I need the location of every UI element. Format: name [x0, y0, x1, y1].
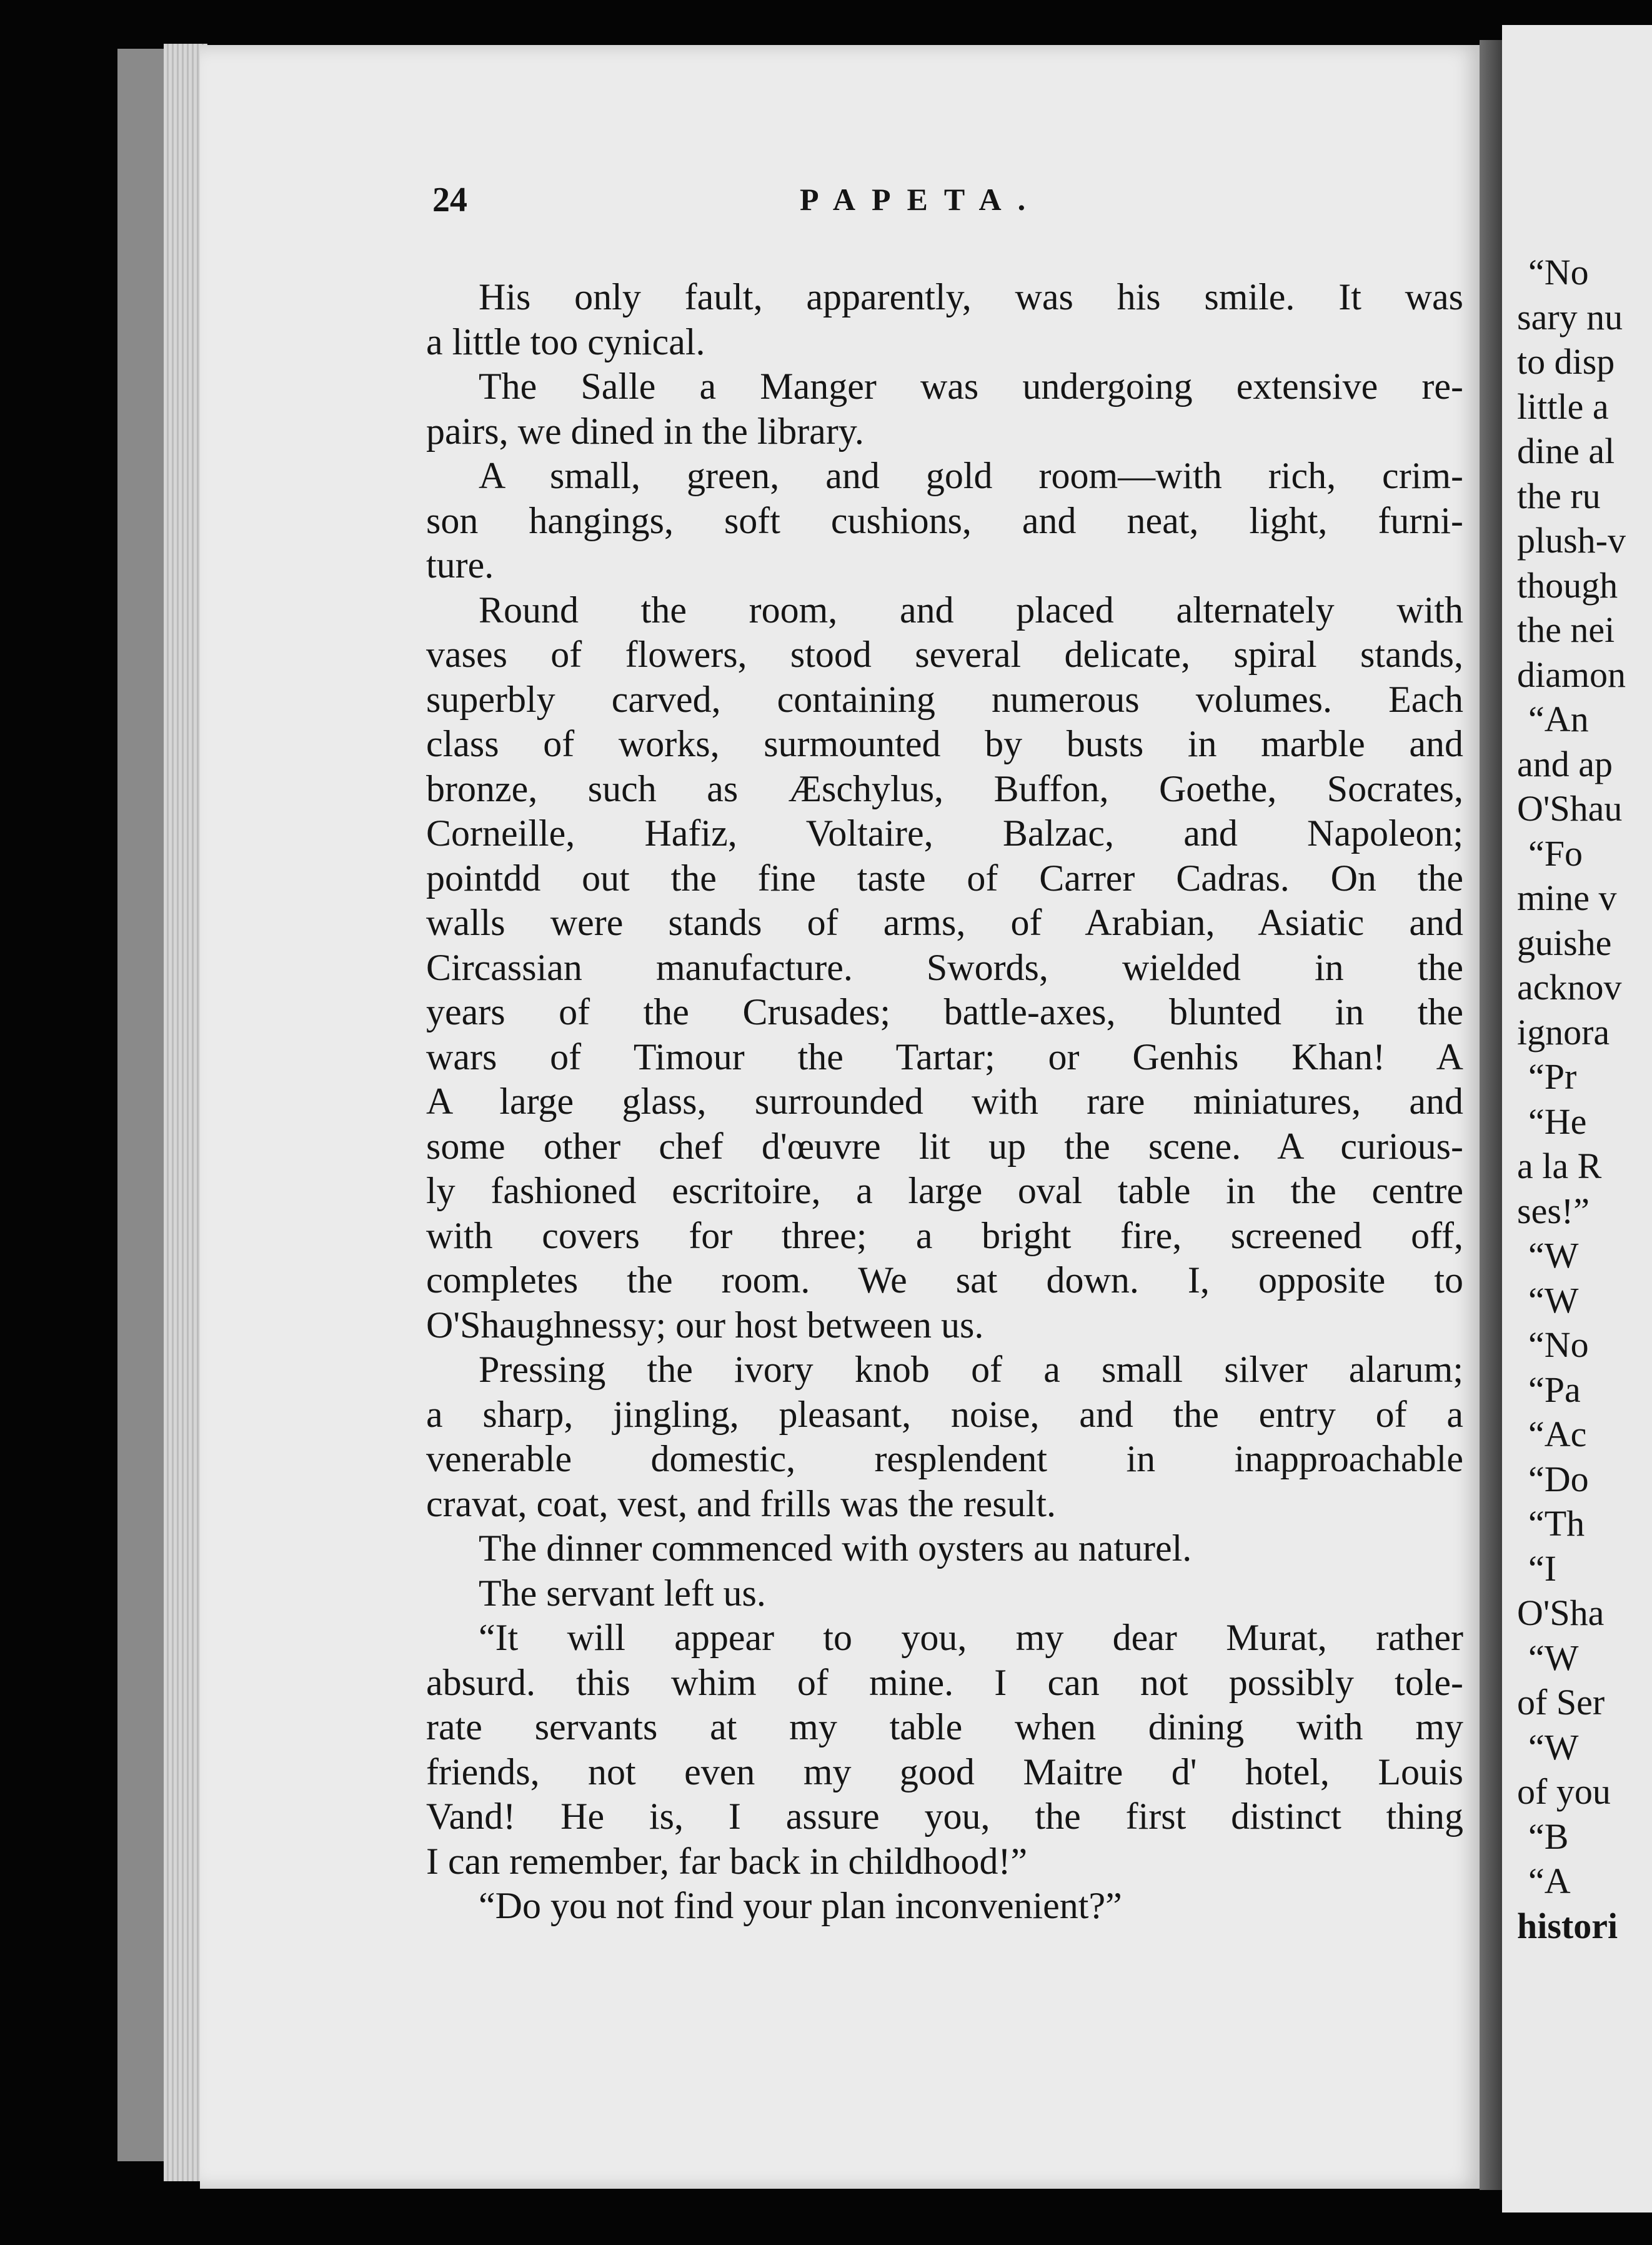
text-line: The Salle a Manger was undergoing extensive re-	[479, 366, 1463, 407]
facing-text-line: to disp	[1517, 341, 1615, 382]
facing-text-line: “He	[1528, 1101, 1587, 1142]
facing-text-line: “B	[1528, 1816, 1569, 1857]
facing-text-line: “W	[1528, 1726, 1579, 1768]
text-line: completes the room. We sat down. I, opposite to	[426, 1259, 1463, 1301]
facing-text-line: “An	[1528, 699, 1589, 739]
facing-text-line: a la R	[1517, 1146, 1602, 1186]
text-line: wars of Timour the Tartar; or Genhis Khan! A	[426, 1036, 1463, 1078]
facing-text-line: plush-v	[1517, 520, 1626, 561]
text-line: friends, not even my good Maitre d' hotel, Louis	[426, 1751, 1463, 1792]
text-line: vases of flowers, stood several delicate, spiral stands,	[426, 634, 1463, 675]
text-line: ture.	[426, 544, 494, 586]
facing-text-line: “No	[1528, 252, 1589, 292]
facing-text-line: “A	[1528, 1861, 1571, 1901]
page-gutter	[1480, 40, 1505, 2190]
facing-text-line: “W	[1528, 1637, 1579, 1678]
facing-text-line: ignora	[1517, 1011, 1610, 1052]
text-line: O'Shaughnessy; our host between us.	[426, 1304, 984, 1346]
text-line: superbly carved, containing numerous volumes. Each	[426, 678, 1463, 720]
text-line: with covers for three; a bright fire, screened off,	[426, 1214, 1463, 1256]
text-line: a sharp, jingling, pleasant, noise, and the entry of a	[426, 1393, 1463, 1435]
facing-text-line: ses!”	[1517, 1190, 1590, 1231]
facing-text-line: the nei	[1517, 609, 1615, 650]
text-line: A large glass, surrounded with rare miniatures, and	[426, 1081, 1463, 1122]
text-line: years of the Crusades; battle-axes, blunted in the	[426, 991, 1463, 1032]
text-line: a little too cynical.	[426, 321, 705, 362]
book-spine-edge	[117, 49, 170, 2161]
facing-text-line: O'Sha	[1517, 1592, 1605, 1633]
facing-text-line: “Ac	[1528, 1414, 1587, 1454]
facing-text-line: dine al	[1517, 431, 1615, 471]
text-line: ly fashioned escritoire, a large oval table in the centre	[426, 1170, 1463, 1211]
facing-text-line: “I	[1528, 1548, 1557, 1589]
facing-text-line: “Do	[1528, 1458, 1589, 1499]
text-line: bronze, such as Æschylus, Buffon, Goethe, Socrates,	[426, 768, 1463, 809]
facing-page-text	[1517, 250, 1652, 1948]
facing-text-line: “Fo	[1528, 832, 1583, 874]
text-line: absurd. this whim of mine. I can not possibly tole-	[426, 1661, 1463, 1703]
facing-text-line: “No	[1528, 1324, 1589, 1365]
text-line: venerable domestic, resplendent in inapproachable	[426, 1438, 1463, 1479]
facing-text-line: little a	[1517, 386, 1609, 427]
text-line: Pressing the ivory knob of a small silver alarum;	[479, 1349, 1463, 1390]
text-line: son hangings, soft cushions, and neat, light, furni-	[426, 499, 1463, 541]
text-line: I can remember, far back in childhood!”	[426, 1840, 1028, 1882]
facing-text-line: and ap	[1517, 743, 1613, 784]
facing-text-line: histori	[1517, 1905, 1618, 1946]
facing-text-line: mine v	[1517, 878, 1617, 918]
text-line: class of works, surmounted by busts in marble and	[426, 723, 1463, 764]
facing-text-line: O'Shau	[1517, 788, 1623, 829]
page-number: 24	[432, 181, 467, 219]
facing-text-line: “Pa	[1528, 1369, 1581, 1410]
running-header	[432, 174, 1420, 230]
facing-text-line: guishe	[1517, 922, 1612, 963]
facing-text-line: of Ser	[1517, 1682, 1605, 1722]
text-line: walls were stands of arms, of Arabian, Asiatic and	[426, 902, 1463, 943]
text-line: A small, green, and gold room—with rich, crim-	[479, 455, 1463, 496]
text-line: some other chef d'œuvre lit up the scene. A curious-	[426, 1125, 1463, 1167]
facing-text-line: though	[1517, 564, 1618, 606]
text-line: rate servants at my table when dining with my	[426, 1706, 1463, 1748]
facing-text-line: of you	[1517, 1771, 1611, 1812]
text-line: Circassian manufacture. Swords, wielded in the	[426, 946, 1463, 988]
facing-text-line: the ru	[1517, 475, 1601, 516]
text-line: pairs, we dined in the library.	[426, 410, 864, 452]
text-line: cravat, coat, vest, and frills was the result.	[426, 1482, 1056, 1524]
text-line: “It will appear to you, my dear Murat, rather	[479, 1617, 1463, 1658]
text-line: His only fault, apparently, was his smile. It was	[479, 276, 1463, 318]
facing-text-line: acknov	[1517, 967, 1622, 1008]
running-title: PAPETA.	[800, 182, 1042, 217]
text-line: The dinner commenced with oysters au naturel.	[479, 1528, 1192, 1569]
facing-text-line: “Pr	[1528, 1056, 1577, 1097]
facing-text-line: sary nu	[1517, 296, 1623, 338]
text-line: “Do you not find your plan inconvenient?”	[479, 1885, 1122, 1926]
text-line: Round the room, and placed alternately with	[479, 589, 1463, 631]
text-line: The servant left us.	[479, 1572, 766, 1614]
text-line: Corneille, Hafiz, Voltaire, Balzac, and Napoleon;	[426, 812, 1463, 854]
facing-text-line: “Th	[1528, 1503, 1585, 1544]
page-body-text	[426, 275, 1463, 1929]
facing-text-line: “W	[1528, 1235, 1579, 1276]
text-line: pointdd out the fine taste of Carrer Cadras. On the	[426, 857, 1463, 899]
facing-text-line: “W	[1528, 1279, 1579, 1321]
facing-text-line: diamon	[1517, 654, 1626, 695]
text-line: Vand! He is, I assure you, the first distinct thing	[426, 1796, 1463, 1837]
